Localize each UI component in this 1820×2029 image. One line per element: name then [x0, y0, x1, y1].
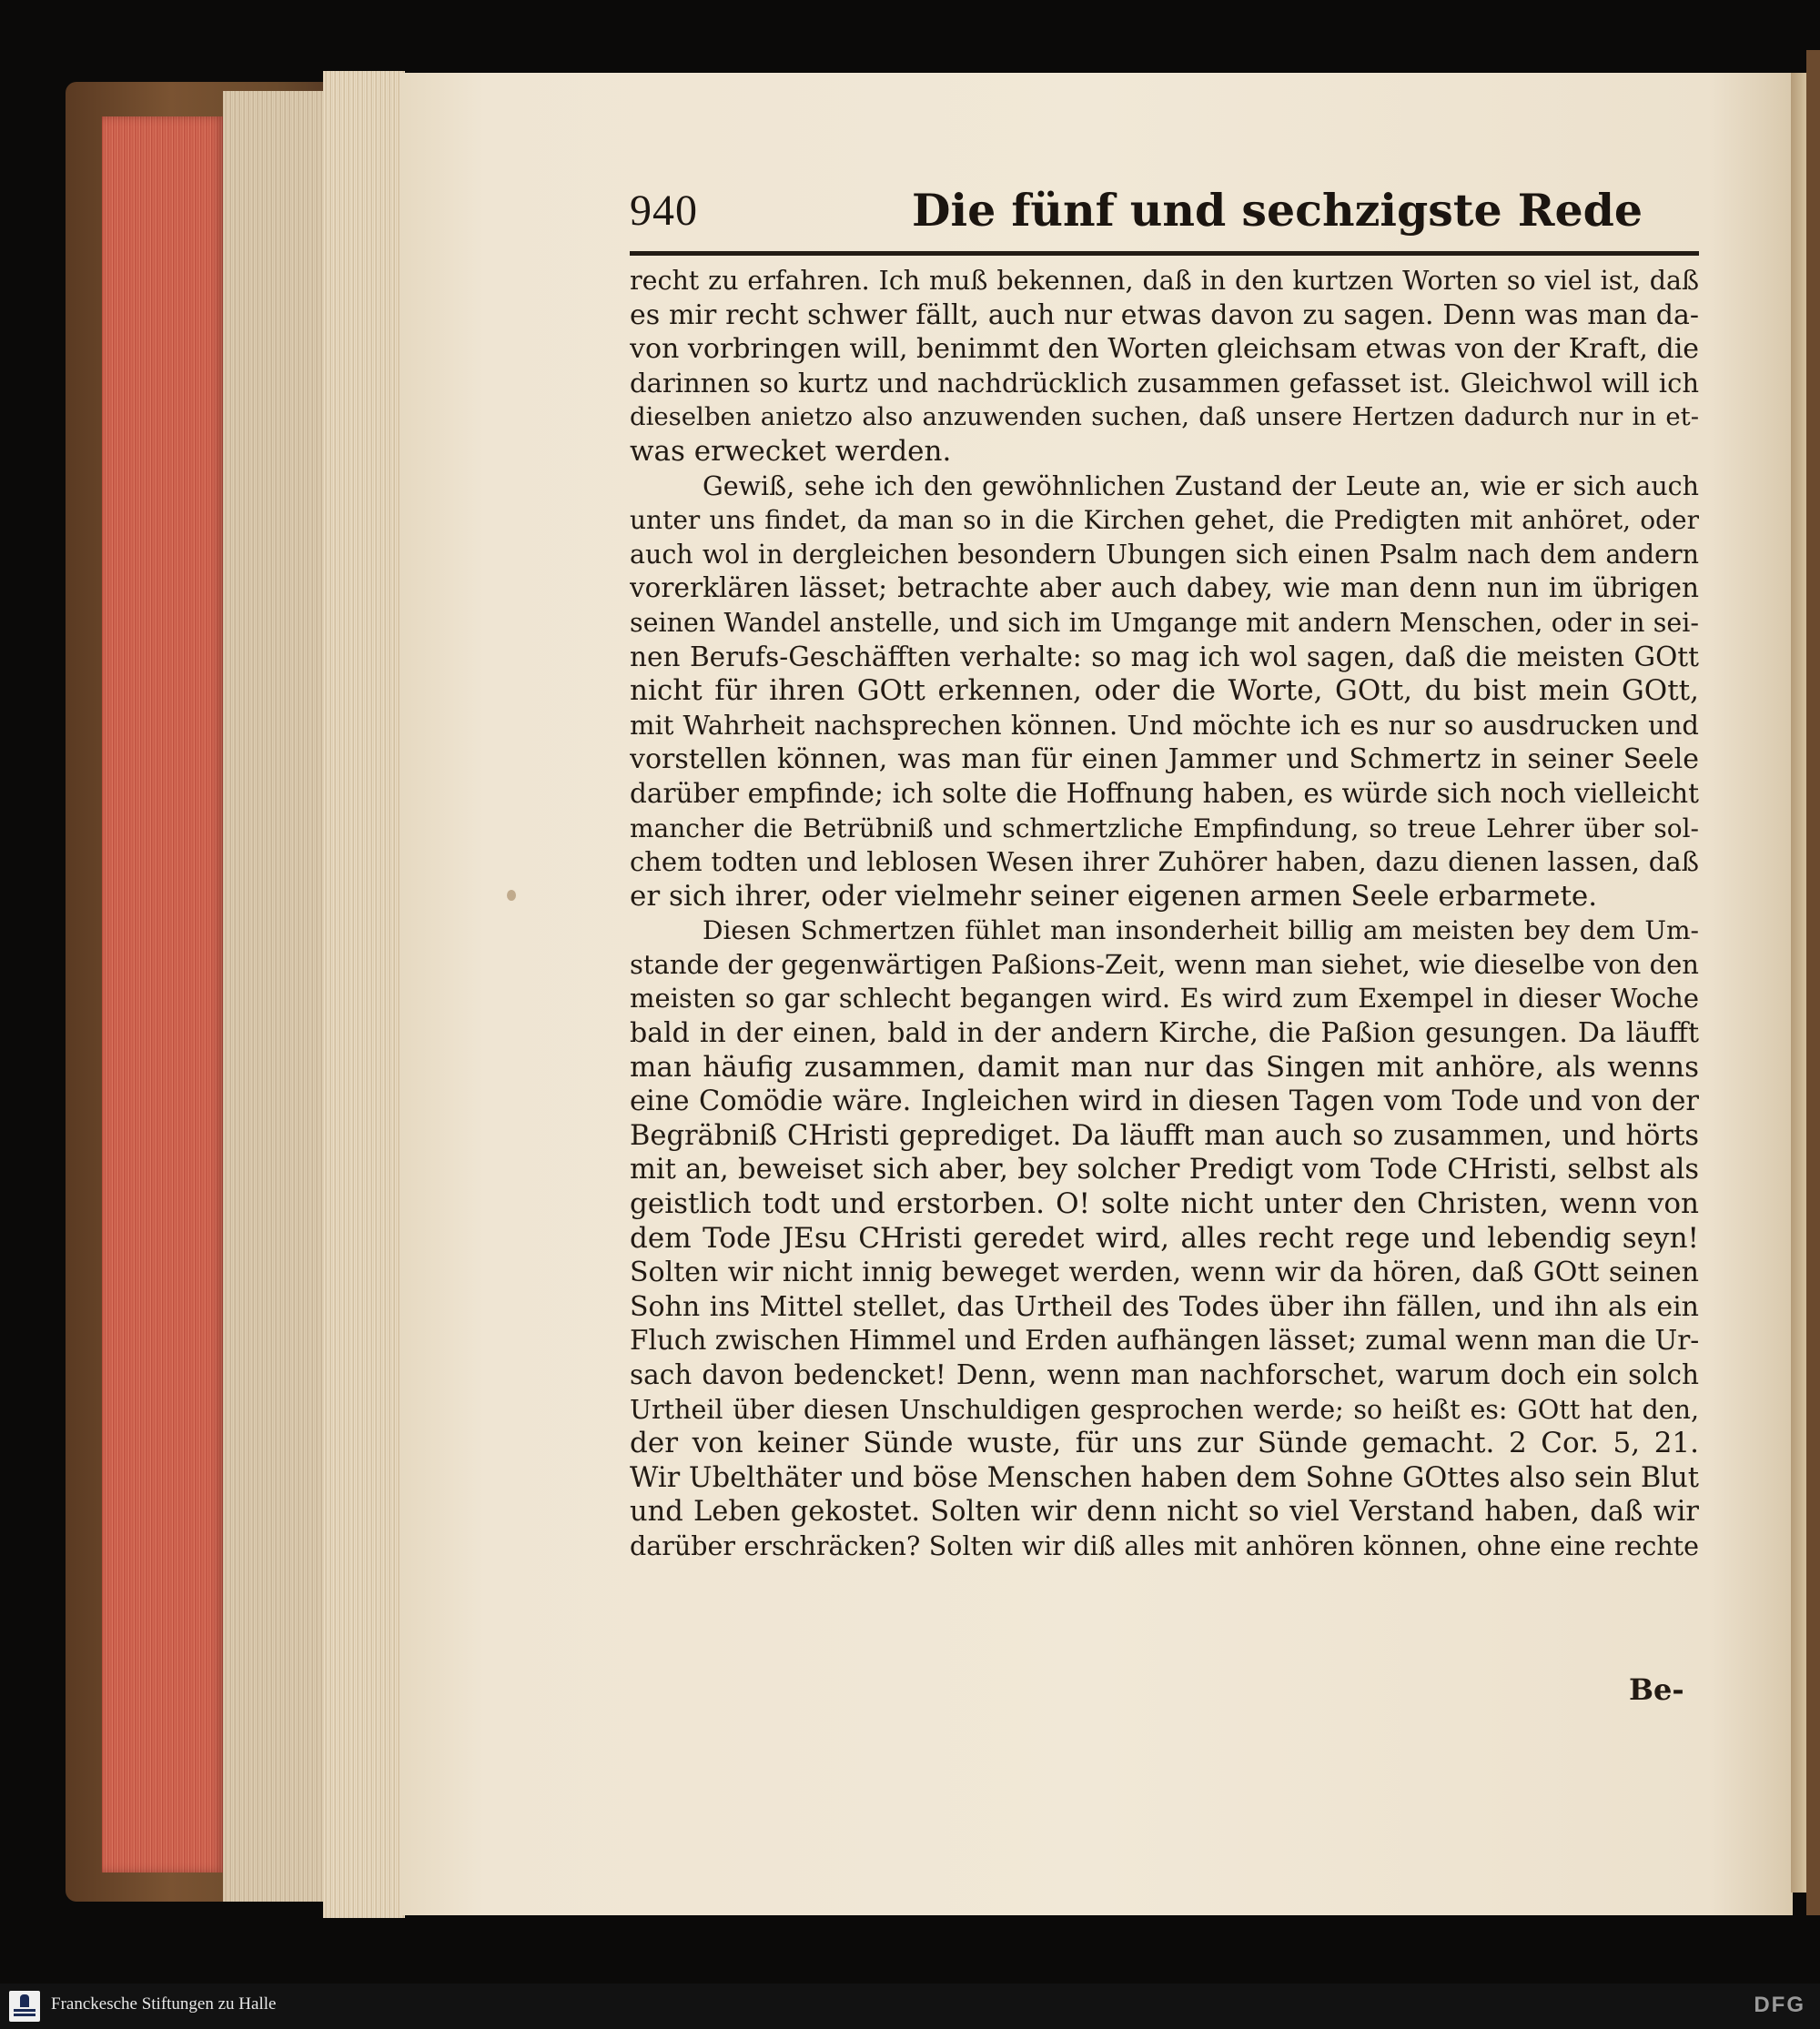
text-line: geistlich todt und erstorben. O! solte nicht unter den Christen, wenn von [630, 1187, 1699, 1221]
text-line: meisten so gar schlecht begangen wird. Es wird zum Exempel in dieser Woche [630, 983, 1699, 1014]
body-text [630, 264, 1699, 1564]
paper-stain [507, 890, 516, 901]
dfg-logo[interactable]: DFG [1754, 1993, 1805, 2017]
text-line: mit an, beweiset sich aber, bey solcher Predigt vom Tode CHristi, selbst als [630, 1154, 1699, 1186]
text-line: darinnen so kurtz und nachdrücklich zusammen gefasset ist. Gleichwol will ich [630, 367, 1699, 399]
text-line: chem todten und leblosen Wesen ihrer Zuhörer haben, dazu dienen lassen, daß [630, 846, 1699, 878]
text-line: man häufig zusammen, damit man nur das Singen mit anhöre, als wenns [630, 1050, 1699, 1084]
text-line: dieselben anietzo also anzuwenden suchen, daß unsere Hertzen dadurch nur in et- [630, 402, 1699, 432]
page-leaves [323, 71, 405, 1918]
institution-logo-icon[interactable] [9, 1991, 40, 2022]
text-line: auch wol in dergleichen besondern Ubungen sich einen Psalm nach dem andern [630, 539, 1699, 570]
text-line: darüber empfinde; ich solte die Hoffnung haben, es würde sich noch vielleicht [630, 777, 1699, 809]
paragraph-start-line: Diesen Schmertzen fühlet man insonderheit billig am meisten bey dem Um- [703, 915, 1699, 946]
text-line: nen Berufs-Geschäfften verhalte: so mag ich wol sagen, daß die meisten GOtt [630, 641, 1699, 672]
text-line: mit Wahrheit nachsprechen können. Und möchte ich es nur so ausdrucken und [630, 709, 1699, 741]
right-cover [1806, 50, 1820, 1915]
text-line: Wir Ubelthäter und böse Menschen haben dem Sohne GOttes also sein Blut [630, 1461, 1699, 1494]
text-line: Begräbniß CHristi geprediget. Da läufft man auch so zusammen, und hörts [630, 1119, 1699, 1152]
text-line: nicht für ihren GOtt erkennen, oder die Worte, GOtt, du bist mein GOtt, [630, 674, 1699, 708]
text-line: bald in der einen, bald in der andern Kirche, die Paßion gesungen. Da läufft [630, 1017, 1699, 1050]
text-line: recht zu erfahren. Ich muß bekennen, daß in den kurtzen Worten so viel ist, daß [630, 266, 1699, 296]
footer-bar [0, 1984, 1820, 2029]
text-line: seinen Wandel anstelle, und sich im Umgange mit andern Menschen, oder in sei- [630, 607, 1699, 638]
text-line: darüber erschräcken? Solten wir diß alles mit anhören können, ohne eine rechte [630, 1530, 1699, 1561]
text-line: Urtheil über diesen Unschuldigen gesprochen werde; so heißt es: GOtt hat den, [630, 1394, 1699, 1425]
text-line: es mir recht schwer fällt, auch nur etwas davon zu sagen. Denn was man da- [630, 298, 1699, 331]
text-line: und Leben gekostet. Solten wir denn nicht so viel Verstand haben, daß wir [630, 1496, 1699, 1529]
running-title: Die fünf und sechzigste Rede [912, 184, 1643, 237]
text-line: vorerklären lässet; betrachte aber auch dabey, wie man denn nun im übrigen [630, 572, 1699, 604]
header-rule [630, 251, 1699, 256]
page-stack [223, 91, 328, 1902]
text-line: Sohn ins Mittel stellet, das Urtheil des Todes über ihn fällen, und ihn als ein [630, 1290, 1699, 1323]
catchword: Be- [1629, 1672, 1684, 1707]
text-line: Solten wir nicht innig beweget werden, wenn wir da hören, daß GOtt seinen [630, 1257, 1699, 1289]
text-line: er sich ihrer, oder vielmehr seiner eigenen armen Seele erbarmete. [630, 879, 1598, 913]
footer-institution[interactable]: Franckesche Stiftungen zu Halle [51, 1994, 277, 2014]
text-line: sach davon bedencket! Denn, wenn man nachforschet, warum doch ein solch [630, 1359, 1699, 1390]
page-number: 940 [630, 187, 698, 235]
red-page-edges [102, 116, 225, 1873]
text-line: dem Tode JEsu CHristi geredet wird, alles recht rege und lebendig seyn! [630, 1221, 1699, 1255]
text-line: was erwecket werden. [630, 434, 952, 468]
text-line: eine Comödie wäre. Ingleichen wird in diesen Tagen vom Tode und von der [630, 1085, 1699, 1118]
text-line: von vorbringen will, benimmt den Worten gleichsam etwas von der Kraft, die [630, 333, 1699, 366]
text-line: mancher die Betrübniß und schmertzliche Empfindung, so treue Lehrer über sol- [630, 813, 1699, 843]
paragraph-start-line: Gewiß, sehe ich den gewöhnlichen Zustand der Leute an, wie er sich auch [703, 470, 1699, 501]
text-line: stande der gegenwärtigen Paßions-Zeit, wenn man siehet, wie dieselbe von den [630, 948, 1699, 980]
page-header [630, 184, 1699, 249]
text-line: der von keiner Sünde wuste, für uns zur Sünde gemacht. 2 Cor. 5, 21. [630, 1427, 1699, 1460]
text-line: Fluch zwischen Himmel und Erden aufhängen lässet; zumal wenn man die Ur- [630, 1325, 1699, 1357]
text-line: unter uns findet, da man so in die Kirchen gehet, die Predigten mit anhöret, oder [630, 505, 1699, 536]
text-line: vorstellen können, was man für einen Jammer und Schmertz in seiner Seele [630, 743, 1699, 776]
